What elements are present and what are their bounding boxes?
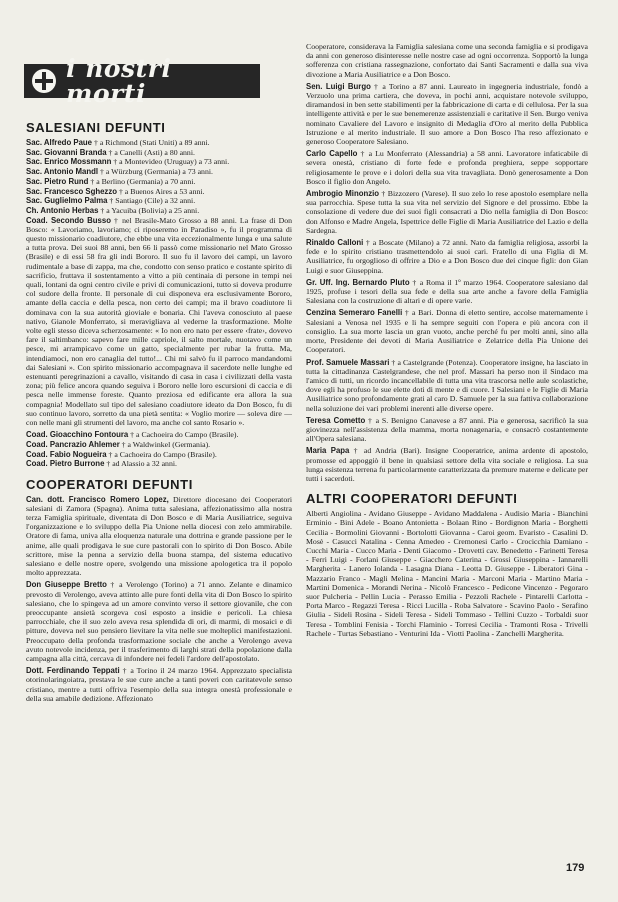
obituary-name: Sac. Antonio Mandl: [26, 167, 99, 177]
obituary-entry: [306, 42, 588, 79]
obituary-entry: [306, 416, 588, 444]
obituary-name: Sac. Giovanni Branda: [26, 147, 107, 157]
obituary-entry: [26, 187, 292, 196]
obituary-text: † a Cachoeira do Campo (Brasile).: [106, 449, 217, 459]
obituary-name: Sac. Enrico Mossmann: [26, 157, 112, 167]
obituary-entry: [26, 440, 292, 449]
obituary-entry: [306, 82, 588, 146]
right-column: [306, 42, 588, 884]
obituary-entry: [306, 238, 588, 275]
obituary-entry: [26, 167, 292, 176]
obituary-name: Maria Papa: [306, 446, 350, 456]
obituary-entry: [26, 196, 292, 205]
banner-title: i nostri morti: [66, 54, 172, 108]
obituary-name: Carlo Capello: [306, 149, 358, 159]
obituary-name: Coad. Gioacchino Fontoura: [26, 430, 129, 440]
obituary-entry: [26, 206, 292, 215]
obituary-text: † Bizzozero (Varese). Il suo zelo lo rese apostolo esemplare nella sua parrocchia. Spese tutta la sua vita nel servizio del Signore e del prossimo. Ebbe la consolazione di vedere due dei suoi figli consacrati a Dio nella famiglia di Don Bosco: don Alfonso e Madre Angela, Ispettrice delle Figlie di Maria Ausiliatrice del Lazio e della Sardegna.: [306, 189, 588, 235]
obituary-text: † a Berlino (Germania) a 70 anni.: [88, 176, 196, 186]
altri-cooperatori-names: Alberti Angiolina - Avidano Giuseppe - Avidano Maddalena - Audisio Maria - Bianchini Erminio - Bini Adele - Boano Antonietta - Bolaan Rino - Bordignon Maria - Borghetti Cecilia - Bormolini Giovanni - Bortolotti Giovanna - Caroi geom. Evaristo - Casalini D. Mosè - Casucci Natalina - Cenna Amedeo - Cremonesi Carlo - Crocicchia Damiano - Cucchi Maria - Cucco Maria - Denti Giacomo - Drovetti cav. Benedetto - Farinetti Teresa - Ferri Luigi - Forlani Giuseppe - Giacchero Caterina - Grossi Giuseppina - Iannarelli Margherita - Lanero Iolanda - Lasagna Diana - Leotta D. Giuseppe - Liberatori Gina - Mazzario Franco - Magli Melina - Mancini Maria - Marconi Maria - Martino Maria - Martini Domenica - Morandi Nerina - Nicolò Francesco - Pedicone Vincenzo - Pegoraro suor Pulcheria - Pellin Lucia - Perasso Emilia - Pezzoli Rachele - Pintarelli Carlotta - Porta Marco - Regazzi Teresa - Ricci Lucilla - Roba Salvatore - Scavino Paolo - Serafino Giulia - Sideli Rosina - Sideli Teresa - Sideli Tommaso - Tellini Cuzzo - Torbaldi suor Teresa - Tomblini Fenisia - Torchi Flaminio - Torresi Cecilia - Tramonti Rosa - Trivelli Rachele - Turtas Sebastiano - Venturini Ida - Viotti Paolina - Zanchelli Margherita.: [306, 509, 588, 638]
obituary-text: † a Montevideo (Uruguay) a 73 anni.: [111, 157, 230, 167]
obituary-name: Sac. Pietro Rund: [26, 176, 89, 186]
obituary-name: Ambrogio Minonzio: [306, 189, 380, 199]
cooperatori-list: [26, 495, 292, 703]
obituary-text: † a Waldwinkel (Germania).: [119, 440, 211, 449]
obituary-name: Don Giuseppe Bretto: [26, 580, 107, 590]
obituary-text: † a Torino a 87 anni. Laureato in ingegneria industriale, fondò a Verzuolo una prima cartiera, che doveva, in pochi anni, acquistare notevole sviluppo, diramandosi in ben sette stabilimenti per la fabbricazione di carta e di cellulosa. Per la sua intelligente attività e per le sue benemerenze assistenziali e caritative il Sen. Burgo veniva nominato Cavaliere del Lavoro e insignito di Medaglia d'Oro al merito della Pubblica Istruzione e al merito industriale. Il suo amore a Don Bosco l'ha reso affezionato e generoso Cooperatore Salesiano.: [306, 81, 588, 147]
obituary-entry: [306, 149, 588, 186]
obituary-entry: [306, 308, 588, 354]
obituary-entry: [26, 666, 292, 703]
obituary-name: Coad. Pietro Burrone: [26, 459, 105, 469]
obituary-text: † ad Andria (Bari). Insigne Cooperatrice, anima ardente di apostolo, promosse ed appoggiò il bene in qualsiasi settore della vita sociale e religiosa. La sua lunga esistenza terrena fu particolarmente caratterizzata da premure materne e delicate per tutti i sacerdoti.: [306, 446, 588, 483]
obituary-name: Sac. Francesco Sghezzo: [26, 186, 117, 196]
obituary-name: Sen. Luigi Burgo: [306, 81, 371, 91]
cross-icon: [32, 69, 56, 93]
obituary-text: † a Yacuiba (Bolivia) a 25 anni.: [98, 205, 200, 215]
obituary-entry: [26, 450, 292, 459]
section-banner: [24, 54, 260, 108]
obituary-text: † a Bari. Donna di eletto sentire, accolse maternamente i Salesiani a Venosa nel 1935 e li ha sempre seguiti con l'opera e più ancora con il consiglio. La sua morte lascia un gran vuoto, anche perché fu per molti anni, sino alla morte, Presidente dei devoti di Maria Ausiliatrice e Zelatrice della Pia Unione dei Cooperatori.: [306, 308, 588, 355]
obituary-entry: [26, 148, 292, 157]
obituary-text: † a Verolengo (Torino) a 71 anno. Zelante e dinamico prevosto di Verolengo, aveva attinto alle pure fonti della vita di Don Bosco lo spirito salesiano, che lo spingeva ad un amore convinto verso il settore giovanile, che con preoccupante ansietà scorgeva così esposto a insidie e pericoli. La chiesa parrocchiale, che il suo zelo aveva resa splendida di ori, di marmi, di mosaici e di pitture, doveva nel suo pensiero lievitare la vita nelle sue molteplici manifestazioni. Preoccupato della profonda trasformazione sociale che anche a Verolengo aveva avuto notevole incidenza, per il trasferimento di larghi strati della popolazione dalla campagna alla città, cercava di infondere nei fedeli l'ardore dell'apostolato.: [26, 580, 292, 664]
obituary-text: † a Buenos Aires a 53 anni.: [117, 186, 205, 196]
salesiani-short-list: [26, 138, 292, 215]
obituary-name: Rinaldo Calloni: [306, 238, 364, 248]
obituary-entry: [26, 459, 292, 468]
coadiutori-list: [26, 430, 292, 468]
obituary-text: † nel Brasile-Mato Grosso a 88 anni. La frase di Don Bosco: « Lavoriamo, lavoriamo; ci riposeremo in Paradiso », fu il programma di questo missionario coadiutore, che ebbe una vita eccezionalmente lunga e una salute a tutta prova. Dei suoi 88 anni, ben 66 li passò come missionario nel Mato Grosso (Brasile) e di essi 58 fra gli indi Bororo. Il suo fu il lavoro dei campi, un lavoro rudimentale a base di zappa, ma che, condotto con senso pratico e costante spirito di sacrificio, fruttava il sostentamento a vitto a più centinaia di persone in tempi nei quali, lontani da ogni centro civile e privi di comunicazioni, tutto si doveva produrre col sudore della fronte. Il personale di cui disponeva era esclusivamente Bororo, amante della caccia e della pesca, non certo dei campi; ma il bravo coadiutore li dominava con la sua autorità gioviale e bonaria. Chi l'aveva conosciuto al paese nativo, Gianole Monferrato, si meravigliava al vederne la trasformazione. Molte volte egli stesso diceva scherzosamente: « Io non ero nato per essere ‹frate›, dovevo fare il saltimbanco: sapevo fare mille capriole, il salto mortale, nuotavo come un pesce, mi arrampicavo come un gatto, specialmente per rubar la frutta. Ma, intendiamoci, non ero canaglia del tutto!... Chi mi salvò fu il parroco mandandomi dai Salesiani ». Con spirito missionario accompagnava il sacerdote nelle lunghe ed estenuanti peregrinazioni a cavallo, visitando di casa in casa i civilizzati della vasta zona; più felice ancora quando seguiva i Bororo nelle loro escursioni di caccia e di pesca nelle immense foreste. Quanto preziosa ed edificante era allora la sua compagnia! Modellato sul tipo del salesiano coadiutore ideato da Don Bosco, fu di suo continuo lavoro, sorretto da una pietà sentita: « Voglio morire — soleva dire — con nelle mani gli strumenti del lavoro, ma anche col santo Rosario ».: [26, 215, 292, 428]
obituary-entry: [306, 278, 588, 306]
obituary-text: † a Canelli (Asti) a 80 anni.: [106, 147, 195, 157]
obituary-name: Coad. Fabio Nogueira: [26, 449, 107, 459]
obituary-text: Cooperatore, considerava la Famiglia salesiana come una seconda famiglia e si prodigava da anni con generoso disinteresse nelle nostre case ad ogni occorrenza. Sopportò la lunga sofferenza con cristiana rassegnazione, confortato dai Santi Sacramenti e dalla sua viva divozione a Maria Ausiliatrice e a Don Bosco.: [306, 42, 588, 79]
obituary-entry: [26, 430, 292, 439]
obituary-name: Can. dott. Francisco Romero Lopez,: [26, 494, 169, 504]
obituary-name: Dott. Ferdinando Teppati: [26, 666, 120, 676]
obituary-text: † a Würzburg (Germania) a 73 anni.: [98, 167, 213, 177]
obituary-text: † a Richmond (Stati Uniti) a 89 anni.: [92, 138, 210, 147]
obituary-entry: [26, 580, 292, 663]
obituary-text: † a Lu Monferrato (Alessandria) a 58 anni. Lavoratore infaticabile di severa onestà, cristiano di forte fede e profonda preghiera, seppe sopportare religiosamente le prove e i dolori della sua vita travagliata. Donò generosamente a Don Bosco il figlio don Angelo.: [306, 149, 588, 186]
obituary-name: Ch. Antonio Herbas: [26, 205, 99, 215]
cooperatori-list-continued: [306, 42, 588, 483]
obituary-name: Coad. Secondo Busso: [26, 215, 111, 225]
obituary-name: Teresa Cometto: [306, 415, 366, 425]
obituary-entry: [26, 495, 292, 578]
obituary-text: Direttore diocesano dei Cooperatori salesiani di Zamora (Spagna). Anima tutta salesiana, affezionatissimo alla nostra terza Famiglia spirituale, diventata di Don Bosco e di Maria Ausiliatrice, seguiva l'organizzazione e lo sviluppo della Pia Unione nella diocesi con zelo ammirabile. Oratore di fama, univa alla eloquenza naturale una dottrina e grande passione per le anime, alle quali prodigava le sue cure pastorali con lo spirito di Don Bosco. Abile scrittore, mise la penna a servizio della buona stampa, del sistema educativo salesiano e delle nostre opere, svolgendo una missione apologetica tra il popolo molto apprezzata.: [26, 494, 292, 578]
obituary-entry: [26, 157, 292, 166]
obituary-text: † a Torino il 24 marzo 1964. Apprezzato specialista otorinolaringoiatra, prestava le sue cure anche a tanti poveri con caritatevole senso cristiano, mentre a tutti offriva l'esempio della sua integra onestà professionale e della sua amabile dedizione. Affezionato: [26, 666, 292, 703]
obituary-name: Cenzina Semeraro Fanelli: [306, 308, 403, 318]
obituary-text: † a Cachoeira do Campo (Brasile).: [128, 430, 239, 440]
obituary-name: Coad. Pancrazio Ahlemer: [26, 440, 120, 449]
obituary-text: † a Castelgrande (Potenza). Cooperatore insigne, ha lasciato in tutta la cittadinanza Castelgrandese, che nel prof. Massari ha perso non il Sindaco ma l'amico di tutti, un ricordo incancellabile di tutta una vita trascorsa nelle aule scolastiche, dove egli ha profuso le sue elette doti di mente e di cuore. I Salesiani e le Figlie di Maria Ausiliatrice sono profondamente grati al caro D. Samuele per la sua fattiva collaborazione nella soluzione dei vari problemi inerenti alle diverse opere.: [306, 357, 588, 413]
page-number: 179: [566, 862, 585, 874]
obituary-entry: [306, 358, 588, 413]
obituary-text: † a Boscate (Milano) a 72 anni. Nato da famiglia religiosa, assorbì la fede e lo spirito cristiano trasmettendolo ai suoi cari. Fratello di una Figlia di M. Ausiliatrice, fu orgoglioso di offrire a Dio e a Don Bosco due dei cinque figli: don Gian Luigi e suor Giuseppina.: [306, 238, 588, 275]
cooperatori-defunti-heading: COOPERATORI DEFUNTI: [26, 476, 193, 492]
obituary-name: Gr. Uff. Ing. Bernardo Pluto: [306, 277, 410, 287]
obituary-entry: [26, 177, 292, 186]
obituary-text: † ad Alassio a 32 anni.: [104, 459, 177, 469]
left-column: [26, 120, 292, 880]
salesiani-defunti-heading: SALESIANI DEFUNTI: [26, 120, 166, 135]
obituary-text: † Santiago (Cile) a 32 anni.: [107, 196, 196, 206]
obituary-entry: [306, 446, 588, 483]
obituary-entry: [306, 189, 588, 235]
obituary-text: † a Roma il 1º marzo 1964. Cooperatore salesiano dal 1925, profuse i tesori della sua fede e della sua arte anche a favore della Famiglia Salesiana con la costruzione di altari e di opere varie.: [306, 277, 588, 306]
obituary-name: Sac. Guglielmo Palma: [26, 196, 108, 206]
obituary-text: † a S. Benigno Canavese a 87 anni. Pia e generosa, sacrificò la sua giovinezza nell'assistenza della mamma, morta nonagenaria, e consacrò costantemente all'Opera salesiana.: [306, 415, 588, 444]
obituary-name: Sac. Alfredo Paue: [26, 138, 93, 147]
obituary-entry: [26, 216, 292, 428]
altri-cooperatori-heading: ALTRI COOPERATORI DEFUNTI: [306, 491, 518, 507]
obituary-name: Prof. Samuele Massari: [306, 357, 390, 367]
obituary-entry: [26, 138, 292, 147]
